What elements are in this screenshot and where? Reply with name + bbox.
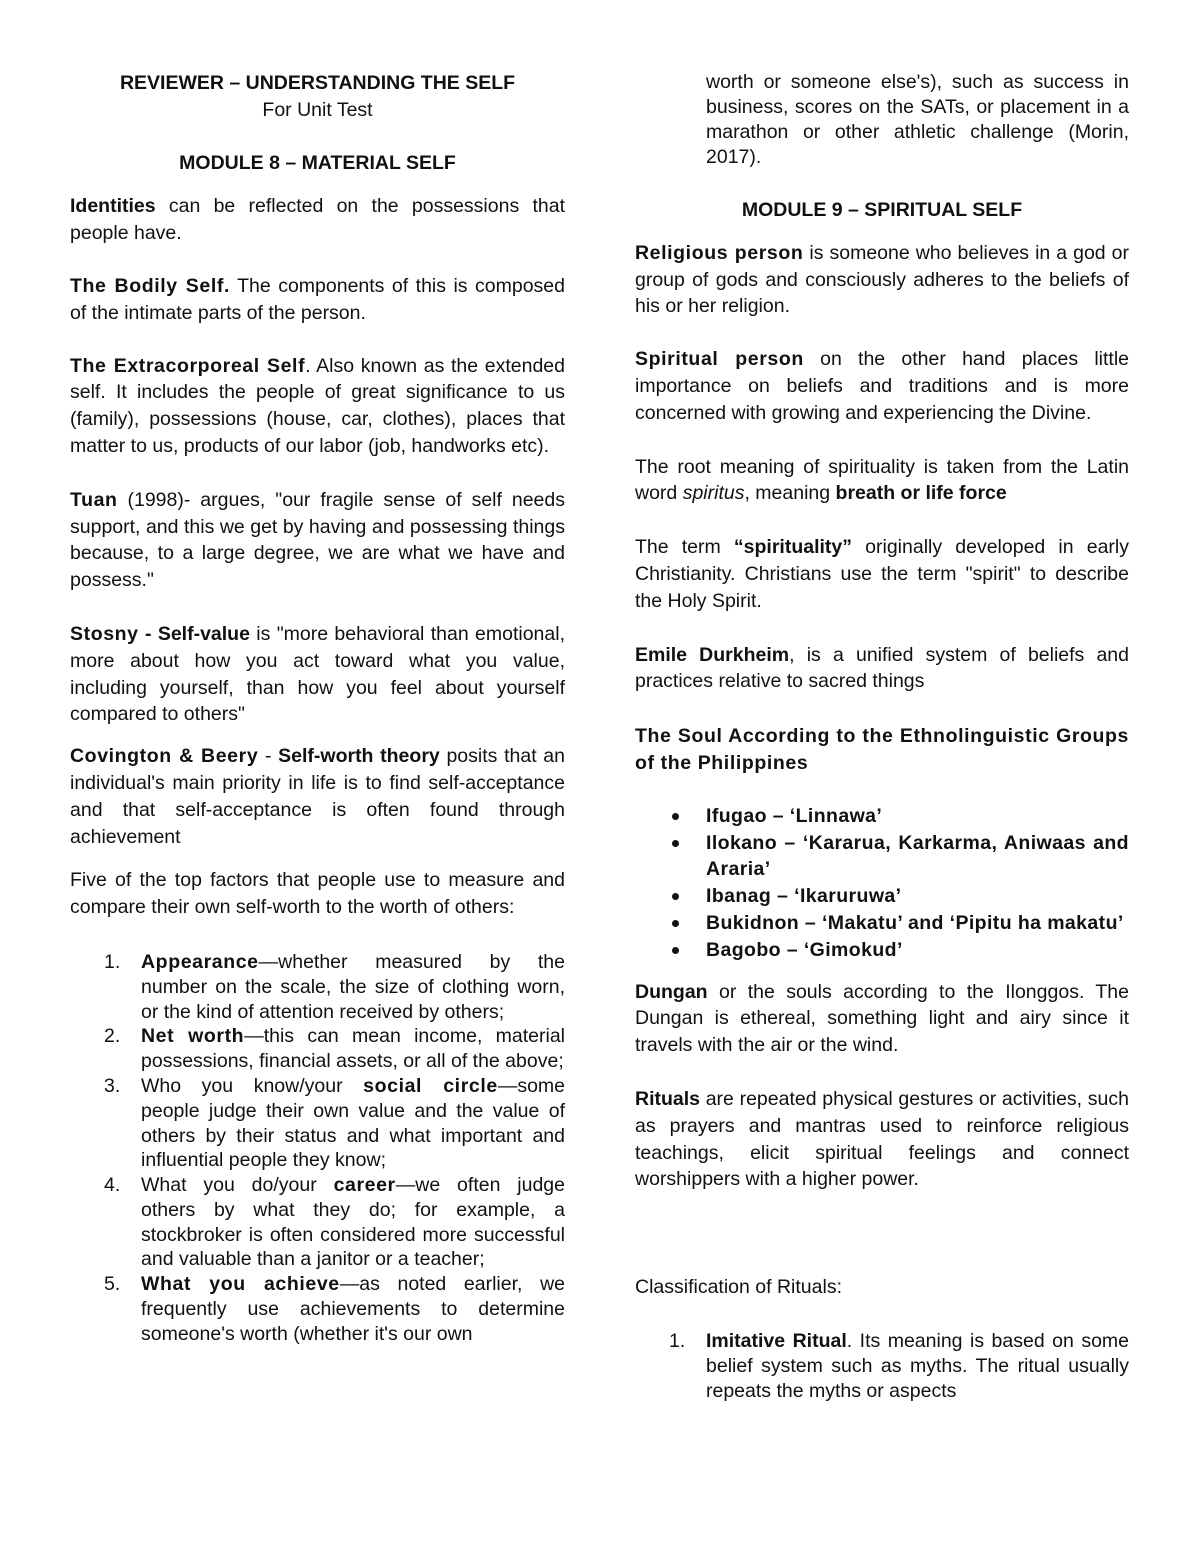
extracorporeal-self-paragraph: The Extracorporeal Self. Also known as the extended self. It includes the people of great significance to us (family), possessions (house, car, clothes), places that matter to us, products of our labor (job, handworks etc). [70, 354, 565, 457]
factor-5-continuation: worth or someone else's), such as success in business, scores on the SATs, or placement in a marathon or other athletic challenge (Morin, 2017). [706, 71, 1129, 168]
bullet-icon [672, 840, 679, 847]
factor-continuation [635, 70, 1129, 170]
dungan-term: Dungan [635, 980, 708, 1003]
spirituality-term: “spirituality” [733, 536, 853, 559]
rituals-term: Rituals [635, 1087, 701, 1110]
religious-person-term: Religious person [635, 241, 804, 264]
factor-term: Appearance [141, 950, 259, 973]
identities-paragraph: Identities can be reflected on the possessions that people have. [70, 195, 565, 245]
bullet-icon [672, 813, 679, 820]
dungan-paragraph: Dungan or the souls according to the Ilonggos. The Dungan is ethereal, something light and airy since it travels with the air or the wind. [635, 980, 1129, 1057]
tuan-paragraph: Tuan (1998)- argues, "our fragile sense of self needs support, and this we get by having and possessing things because, to a large degree, we are what we have and possess." [70, 488, 565, 592]
module-8-heading: MODULE 8 – MATERIAL SELF [179, 151, 456, 174]
souls-list [635, 803, 1129, 964]
bullet-icon [672, 920, 679, 927]
factor-term: What you achieve [141, 1273, 340, 1296]
breath-life-force-term: breath or life force [835, 482, 1007, 505]
five-factors-intro: Five of the top factors that people use to measure and compare their own self-worth to the worth of others: [70, 869, 565, 919]
self-worth-theory-term: Self-worth theory [278, 745, 440, 768]
ritual-term: Imitative Ritual [706, 1329, 847, 1352]
list-item: Ilokano – ‘Kararua, Karkarma, Aniwaas and Araria’ [635, 830, 1129, 884]
bodily-self-paragraph: The Bodily Self. The components of this is composed of the intimate parts of the person. [70, 274, 565, 324]
extracorporeal-self-term: The Extracorporeal Self [70, 354, 306, 377]
ritual-types-list [635, 1329, 1129, 1403]
factor-term: Net worth [141, 1025, 245, 1048]
durkheim-paragraph: Emile Durkheim, is a unified system of beliefs and practices relative to sacred things [635, 643, 1130, 693]
spiritual-person-paragraph: Spiritual person on the other hand places little importance on beliefs and traditions and is more concerned with growing and experiencing the Divine. [635, 348, 1129, 424]
list-number: 1. [104, 950, 121, 973]
bullet-icon [672, 947, 679, 954]
list-item: 1. Imitative Ritual. Its meaning is based on some belief system such as myths. The ritual usually repeats the myths or aspects [669, 1329, 1129, 1402]
list-item: 4. What you do/your career—we often judge others by what they do; for example, a stockbroker is often considered more successful and valuable than a janitor or a teacher; [104, 1174, 565, 1271]
list-item: Bukidnon – ‘Makatu’ and ‘Pipitu ha makatu’ [635, 910, 1129, 937]
list-item: 3. Who you know/your social circle—some people judge their own value and the value of others by their status and what important and influential people they know; [104, 1074, 565, 1172]
durkheim-term: Emile Durkheim [635, 643, 790, 666]
classification-of-rituals: Classification of Rituals: [635, 1276, 842, 1299]
list-item: 2. Net worth—this can mean income, material possessions, financial assets, or all of the above; [104, 1025, 566, 1073]
soul-heading: The Soul According to the Ethnolinguistic Groups of the Philippines [635, 725, 1129, 774]
module-9-heading: MODULE 9 – SPIRITUAL SELF [741, 199, 1023, 221]
term-spirituality-paragraph: The term “spirituality” originally developed in early Christianity. Christians use the term "spirit" to describe the Holy Spirit. [635, 536, 1129, 612]
list-number: 3. [104, 1074, 121, 1097]
self-value-term: Self-value [157, 622, 250, 645]
rituals-paragraph: Rituals are repeated physical gestures or activities, such as prayers and mantras used to reinforce religious teachings, elicit spiritual feelings and connect worshippers with a higher power. [635, 1087, 1129, 1191]
factor-term: career [333, 1174, 396, 1197]
right-column [635, 70, 1129, 1403]
list-number: 4. [104, 1174, 121, 1197]
tuan-term: Tuan [70, 488, 118, 511]
factor-term: social circle [363, 1074, 498, 1097]
covington-paragraph: Covington & Beery - Self-worth theory posits that an individual's main priority in life is to find self-acceptance and that self-acceptance is often found through achievement [70, 745, 565, 848]
list-item: 5. What you achieve—as noted earlier, we frequently use achievements to determine someone's worth (whether it's our own [104, 1273, 565, 1345]
spiritus-word: spiritus [682, 482, 745, 505]
list-item: Bagobo – ‘Gimokud’ [635, 937, 1129, 964]
left-column [70, 70, 565, 1347]
bullet-icon [672, 893, 679, 900]
root-meaning-paragraph: The root meaning of spirituality is taken from the Latin word spiritus, meaning breath or life force [635, 455, 1129, 505]
religious-person-paragraph: Religious person is someone who believes in a god or group of gods and consciously adheres to the beliefs of his or her religion. [635, 241, 1129, 318]
list-number: 1. [669, 1329, 686, 1352]
document-title: REVIEWER – UNDERSTANDING THE SELF [119, 72, 516, 94]
stosny-term: Stosny [70, 622, 139, 645]
list-item: Ibanag – ‘Ikaruruwa’ [635, 883, 1129, 910]
covington-beery-term: Covington & Beery [70, 745, 259, 768]
bodily-self-term: The Bodily Self. [70, 274, 230, 297]
list-number: 2. [104, 1025, 121, 1048]
factors-list [70, 950, 565, 1347]
spiritual-person-term: Spiritual person [635, 348, 804, 371]
list-number: 5. [104, 1273, 121, 1296]
list-item: Ifugao – ‘Linnawa’ [635, 803, 1129, 830]
document-subtitle: For Unit Test [262, 98, 373, 121]
identities-term: Identities [70, 195, 156, 218]
list-item: 1. Appearance—whether measured by the number on the scale, the size of clothing worn, or the kind of attention received by others; [104, 950, 565, 1023]
stosny-paragraph: Stosny - Self-value is "more behavioral than emotional, more about how you act toward what you value, including yourself, than how you feel about yourself compared to others" [70, 622, 565, 726]
